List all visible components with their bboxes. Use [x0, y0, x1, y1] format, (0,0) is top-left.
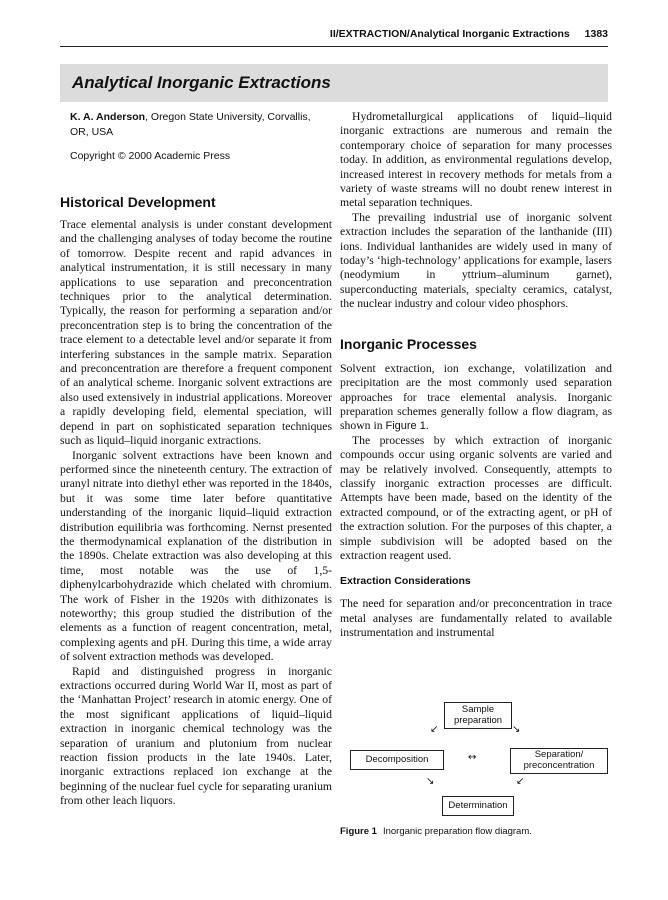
paragraph: Rapid and distinguished progress in inorganic extractions occurred during World War II, most as part of the ‘Manhattan Project’ research in atomic energy. One of the most significant applications of liquid–liquid extraction in inorganic chemical technology was the separation of uranium and plutonium from nuclear reaction fission products in the late 1940s. Later, inorganic extractions replaced ion exchange at the beginning of the nuclear fuel cycle for separating uranium from other leach liquors.	[60, 664, 332, 808]
article-title: Analytical Inorganic Extractions	[72, 73, 331, 92]
figure-label: Figure 1	[340, 826, 377, 837]
figure-caption-text: Inorganic preparation flow diagram.	[382, 826, 532, 837]
article-title-bar	[60, 64, 608, 102]
paragraph: The prevailing industrial use of inorganic solvent extraction includes the separation of the lanthanide (III) ions. Individual lanthanides are widely used in many of today’s ‘high-technology’ applications for example, lasers (neodymium in yttrium–aluminum garnet), superconducting materials, specialty ceramics, catalyst, the nuclear industry and colour video phosphors.	[340, 210, 612, 311]
section-heading-inorganic: Inorganic Processes	[340, 335, 477, 352]
bidirectional-arrow-icon: ↔	[468, 752, 477, 763]
figure-reference-link[interactable]: Figure 1	[385, 420, 426, 433]
arrow-down-right-icon: ↘	[426, 776, 435, 787]
author-name: K. A. Anderson	[70, 111, 146, 123]
flow-diagram	[346, 702, 608, 820]
paragraph: Hydrometallurgical applications of liquid–liquid inorganic extractions are numerous and remain the contemporary choice of separation for many processes today. In addition, as environmental regulations develop, increased interest in recovery methods for metals from a variety of waste streams will no doubt renew interest in metal separation techniques.	[340, 110, 612, 210]
arrow-down-left-icon: ↙	[430, 724, 439, 735]
paragraph	[340, 362, 612, 434]
separation-preconcentration-box: Separation/ preconcentration	[510, 748, 608, 774]
paragraph: Inorganic solvent extractions have been known and performed since the nineteenth century. The extraction of uranyl nitrate into diethyl ether was reported in the 1840s, but it was some time later before quantitative understanding of the inorganic liquid–liquid extraction distribution equilibria was forthcoming. Nernst presented the thermodynamical explanation of the distribution in the 1890s. Chelate extraction was also developing at this time, most notable was the use of 1,5-diphenylcarbohydrazide which chelated with chromium. The work of Fisher in the 1920s with dithizonates is noteworthy; this group studied the distribution of the elements as a function of reagent concentration, metal, complexing agents and pH. During this time, a wide array of solvent extraction methods was developed.	[60, 448, 332, 664]
author-affiliation: , Oregon State University, Corvallis, OR, USA	[70, 111, 311, 138]
paragraph-text: .	[425, 419, 429, 433]
running-head-title: II/EXTRACTION/Analytical Inorganic Extractions	[329, 28, 570, 40]
subsection-heading-considerations: Extraction Considerations	[340, 575, 471, 588]
paragraph: Trace elemental analysis is under constant development and the challenging analyses of today become the routine of tomorrow. Despite recent and rapid advances in analytical instrumentation, it is still necessary in many applications to use separation and preconcentration techniques prior to the analytical determination. Typically, the reason for performing a separation and/or preconcentration step is to bring the concentration of the trace element to a detectable level and/or separate it from interfering substances in the sample matrix. Separation and preconcentration are therefore a frequent component of an analytical scheme. Inorganic solvent extractions are also used extensively in industrial applications. Moreover a rapidly developing field, elemental speciation, will depend in part on sophisticated separation techniques such as liquid–liquid inorganic extractions.	[60, 218, 332, 448]
decomposition-box: Decomposition	[350, 750, 444, 770]
running-head	[60, 28, 608, 47]
page-number: 1383	[584, 28, 608, 40]
section-heading-historical: Historical Development	[60, 194, 216, 210]
paragraph: The need for separation and/or preconcentration in trace metal analyses are fundamentally related to available instrumentation and instrumental	[340, 597, 612, 640]
arrow-down-left-icon: ↙	[516, 776, 525, 787]
author-line	[70, 110, 332, 140]
arrow-down-right-icon: ↘	[512, 724, 521, 735]
figure-caption	[340, 826, 608, 837]
paragraph: The processes by which extraction of inorganic compounds occur using organic solvents are varied and may be relatively involved. Consequently, attempts to classify inorganic extraction processes are difficult. Attempts have been made, based on the identity of the extracted compound, or of the extracting agent, or pH of the extraction solution. For the purposes of this chapter, a simple subdivision will be adopted based on the extraction reagent used.	[340, 433, 612, 562]
determination-box: Determination	[442, 796, 514, 816]
left-column	[60, 110, 332, 809]
right-column	[340, 110, 612, 641]
sample-preparation-box: Sample preparation	[444, 702, 512, 729]
paragraph-text: Solvent extraction, ion exchange, volatilization and precipitation are the most commonly used separation approaches for trace elemental analysis. Inorganic preparation schemes generally follow a flow diagram, as shown in	[340, 361, 612, 433]
copyright: Copyright © 2000 Academic Press	[70, 150, 231, 162]
